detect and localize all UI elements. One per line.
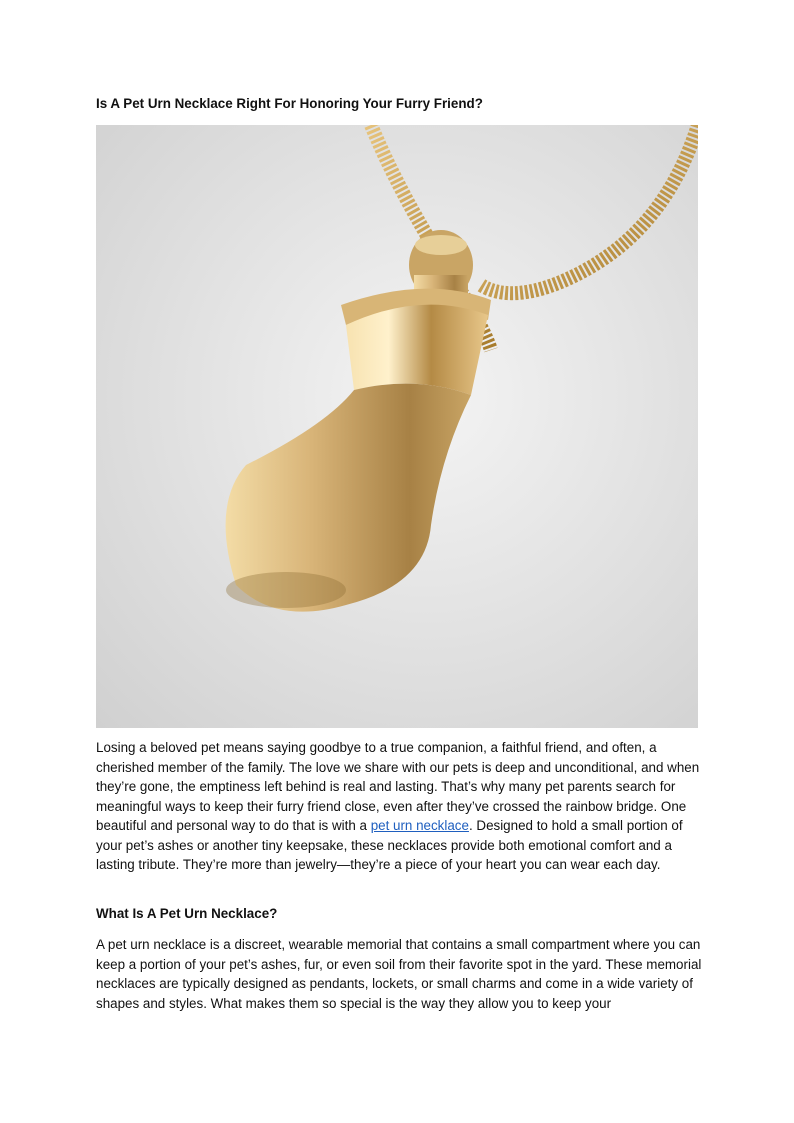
intro-paragraph bbox=[96, 738, 704, 875]
urn-necklace-photo bbox=[96, 125, 698, 728]
section-paragraph: A pet urn necklace is a discreet, wearable memorial that contains a small compartment where you can keep a portion of your pet’s ashes, fur, or even soil from their favorite spot in the yard. These memorial necklaces are typically designed as pendants, lockets, or small charms and come in a wide variety of shapes and styles. What makes them so special is the way they allow you to keep your bbox=[96, 937, 702, 1011]
pet-urn-necklace-link[interactable]: pet urn necklace bbox=[370, 818, 469, 833]
intro-text-after-link: . Designed to hold a small portion of your pet’s ashes or another tiny keepsake, these necklaces provide both emotional comfort and a lasting tribute. They’re more than jewelry—they’re a piece of your heart you can wear each day. bbox=[96, 818, 683, 872]
urn-pendant-illustration bbox=[96, 125, 698, 728]
section-heading: What Is A Pet Urn Necklace? bbox=[96, 906, 278, 921]
page-title: Is A Pet Urn Necklace Right For Honoring Your Furry Friend? bbox=[96, 96, 483, 111]
intro-text-before-link: Losing a beloved pet means saying goodbye to a true companion, a faithful friend, and often, a cherished member of the family. The love we share with our pets is deep and unconditional, and when they’re gone, the emptiness left behind is real and lasting. That’s why many pet parents search for meaningful ways to keep their furry friend close, even after they’ve crossed the rainbow bridge. One beautiful and personal way to do that is with a bbox=[96, 740, 700, 833]
